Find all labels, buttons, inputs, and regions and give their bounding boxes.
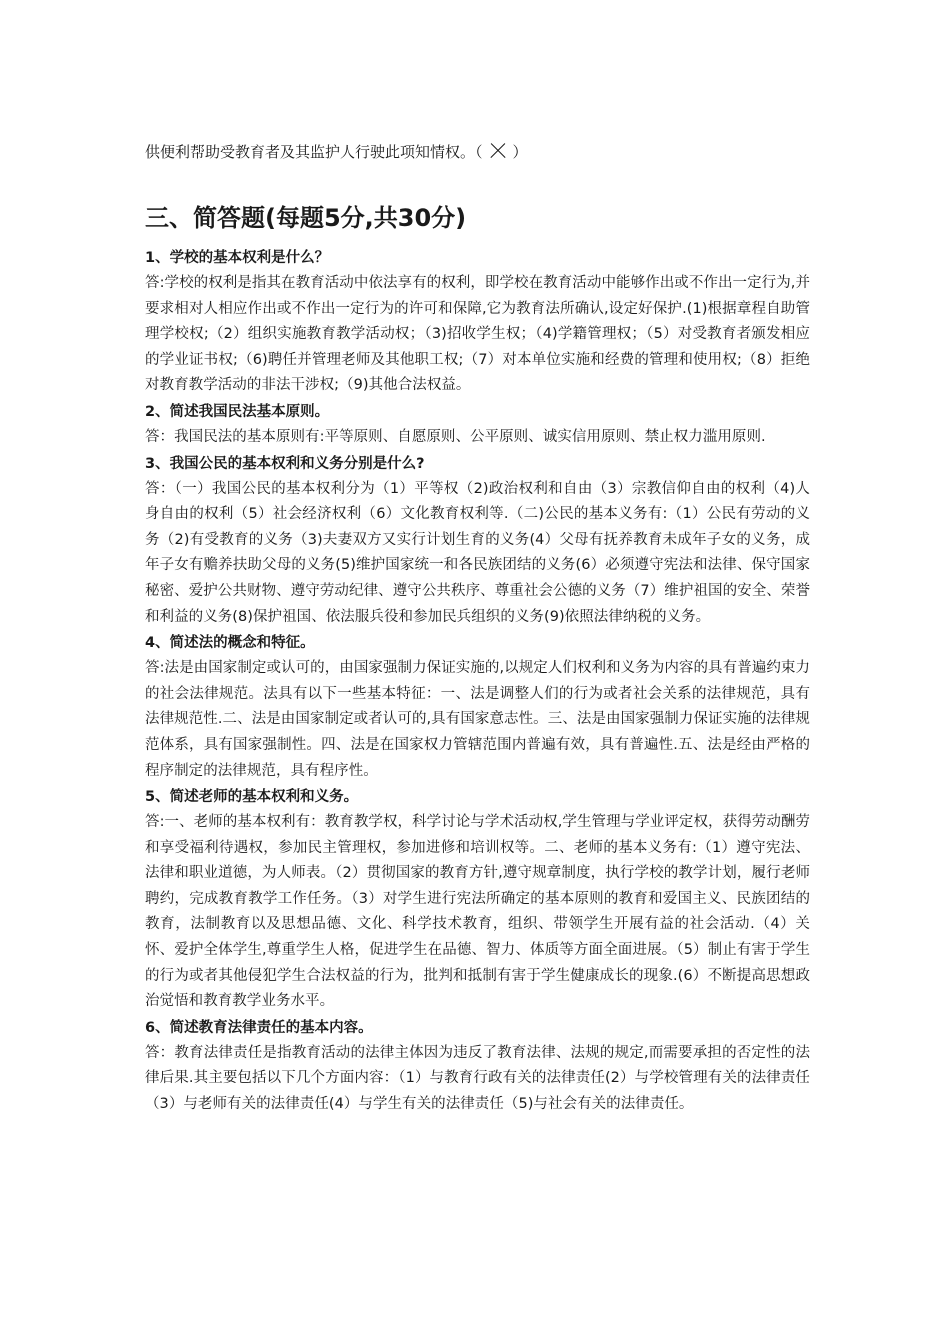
question-2: 2、简述我国民法基本原则。 <box>145 403 330 420</box>
answer-5: 答:一、老师的基本权利有：教育教学权，科学讨论与学术活动权,学生管理与学业评定权，获得劳动酬劳和享受福利待遇权，参加民主管理权，参加进修和培训权等。二、老师的基本义务有:（1）遵守宪法、法律和职业道德，为人师表。（2）贯彻国家的教育方针,遵守规章制度，执行学校的教学计划，履行老师聘约，完成教育教学工作任务。（3）对学生进行宪法所确定的基本原则的教育和爱国主义、民族团结的教育，法制教育以及思想品德、文化、科学技术教育，组织、带领学生开展有益的社会活动.（4）关怀、爱护全体学生,尊重学生人格，促进学生在品德、智力、体质等方面全面进展。（5）制止有害于学生的行为或者其他侵犯学生合法权益的行为，批判和抵制有害于学生健康成长的现象.(6）不断提高思想政治觉悟和教育教学业务水平。 <box>145 814 810 1010</box>
question-3: 3、我国公民的基本权利和义务分别是什么? <box>145 455 425 472</box>
statement-close-paren: ） <box>512 143 528 161</box>
answer-6: 答：教育法律责任是指教育活动的法律主体因为违反了教育法律、法规的规定,而需要承担的否定性的法律后果.其主要包括以下几个方面内容：（1）与教育行政有关的法律责任(2）与学校管理有关的法律责任（3）与老师有关的法律责任(4）与学生有关的法律责任（5)与社会有关的法律责任。 <box>145 1044 810 1113</box>
answer-1: 答:学校的权利是指其在教育活动中依法享有的权利，即学校在教育活动中能够作出或不作出一定行为,并要求相对人相应作出或不作出一定行为的许可和保障,它为教育法所确认,设定好保护.(1)根据章程自助管理学校权;（2）组织实施教育教学活动权；（3)招收学生权；（4)学籍管理权；（5）对受教育者颁发相应的学业证书权;（6)聘任并管理老师及其他职工权;（7）对本单位实施和经费的管理和使用权;（8）拒绝对教育教学活动的非法干涉权;（9)其他合法权益。 <box>145 275 810 394</box>
question-6: 6、简述教育法律责任的基本内容。 <box>145 1019 373 1036</box>
cross-mark-icon <box>489 142 507 160</box>
question-1: 1、学校的基本权利是什么？ <box>145 250 330 266</box>
statement-text: 供便利帮助受教育者及其监护人行驶此项知情权。（ <box>145 143 483 161</box>
answer-4: 答:法是由国家制定或认可的，由国家强制力保证实施的,以规定人们权利和义务为内容的具有普遍约束力的社会法律规范。法具有以下一些基本特征：一、法是调整人们的行为或者社会关系的法律规范，具有法律规范性.二、法是由国家制定或者认可的,具有国家意志性。三、法是由国家强制力保证实施的法律规范体系，具有国家强制性。四、法是在国家权力管辖范围内普遍有效，具有普遍性.五、法是经由严格的程序制定的法律规范，具有程序性。 <box>145 660 810 779</box>
answer-2: 答：我国民法的基本原则有:平等原则、自愿原则、公平原则、诚实信用原则、禁止权力滥用原则. <box>145 428 766 445</box>
true-false-item-tail <box>145 140 528 164</box>
question-4: 4、简述法的概念和特征。 <box>145 635 315 652</box>
answer-3: 答：（一）我国公民的基本权利分为（1）平等权（2)政治权利和自由（3）宗教信仰自由的权利（4)人身自由的权利（5）社会经济权利（6）文化教育权利等.（二)公民的基本义务有:（1）公民有劳动的义务（2)有受教育的义务（3)夫妻双方又实行计划生育的义务(4）父母有抚养教育未成年子女的义务，成年子女有赡养扶助父母的义务(5)维护国家统一和各民族团结的义务(6）必须遵守宪法和法律、保守国家秘密、爱护公共财物、遵守劳动纪律、遵守公共秩序、尊重社会公德的义务（7）维护祖国的安全、荣誉和利益的义务(8)保护祖国、依法服兵役和参加民兵组织的义务(9)依照法律纳税的义务。 <box>145 480 810 625</box>
question-list <box>145 245 810 1118</box>
section-title: 三、简答题(每题5分,共30分) <box>145 204 467 232</box>
question-5: 5、简述老师的基本权利和义务。 <box>145 789 359 806</box>
